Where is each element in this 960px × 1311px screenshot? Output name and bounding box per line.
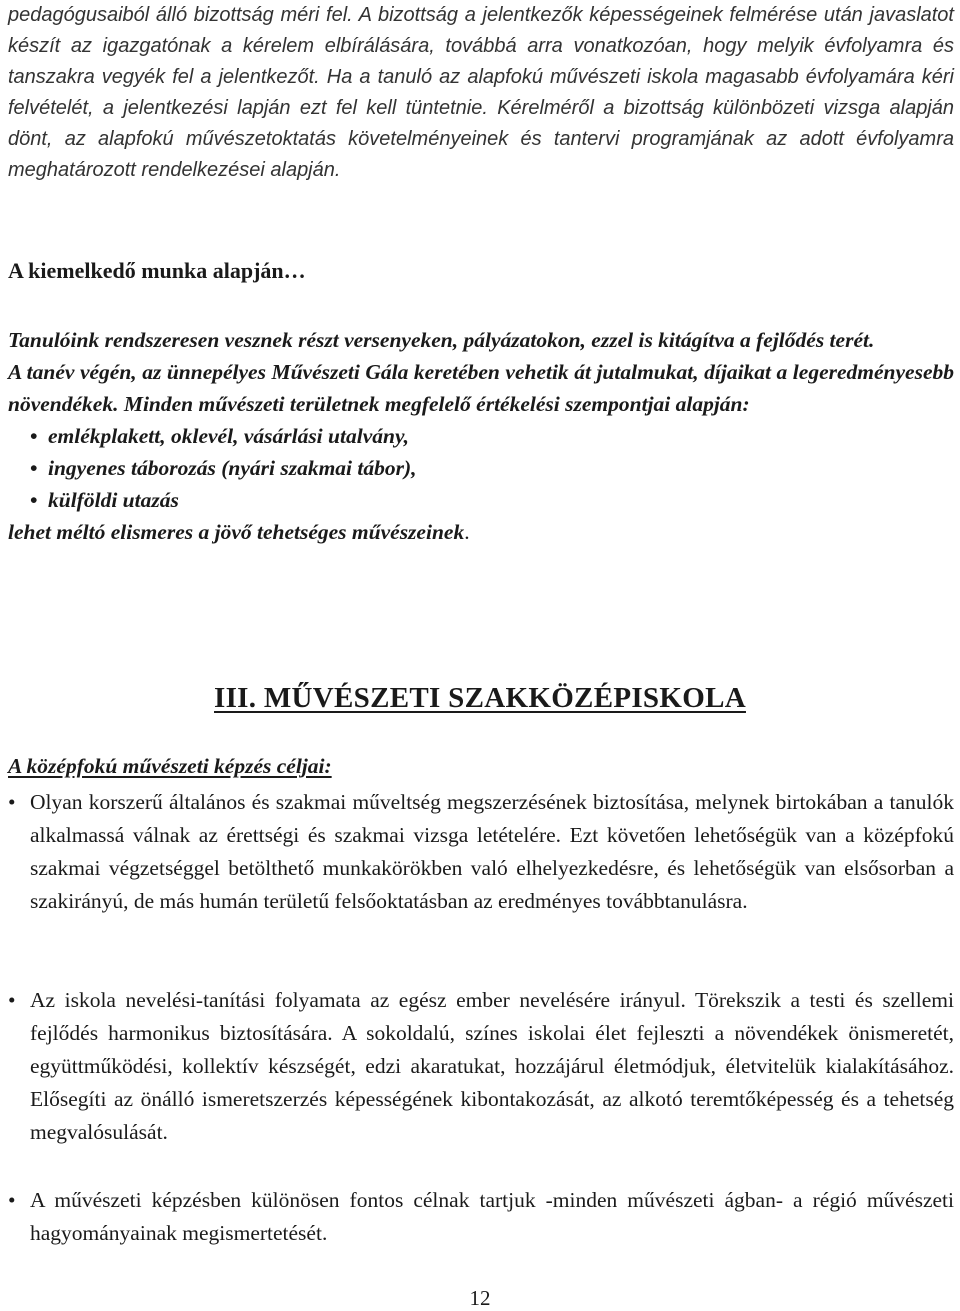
closing-text: lehet méltó elismeres a jövő tehetséges művészeinek — [8, 520, 465, 544]
section-subtitle-block — [8, 754, 954, 779]
outstanding-section — [8, 324, 954, 548]
goals-section — [8, 786, 954, 918]
list-item: • ingyenes táborozás (nyári szakmai tábor), — [30, 452, 954, 484]
goal-text: A művészeti képzésben különösen fontos célnak tartjuk -minden művészeti ágban- a régió művészeti hagyományainak megismertetését. — [30, 1188, 954, 1245]
intro-paragraph: pedagógusaiból álló bizottság méri fel. A bizottság a jelentkezők képességeinek felmérése után javaslatot készít az igazgatónak a kérelem elbírálására, továbbá arra vonatkozóan, hogy melyik évfolyamra és tanszakra vegyék fel a jelentkezőt. Ha a tanuló az alapfokú művészeti iskola magasabb évfolyamára kéri felvételét, a jelentkezési lapján ezt fel kell tüntetnie. Kérelméről a bizottság különbözeti vizsga alapján dönt, az alapfokú művészetoktatás követelményeinek és tantervi programjának az adott évfolyamra meghatározott rendelkezései alapján. — [8, 4, 954, 181]
section-title: III. MŰVÉSZETI SZAKKÖZÉPISKOLA — [214, 682, 746, 714]
goal-paragraph-3 — [8, 1184, 954, 1250]
closing-line — [8, 516, 954, 548]
list-item: • emlékplakett, oklevél, vásárlási utalvány, — [30, 420, 954, 452]
goal-text: Az iskola nevelési-tanítási folyamata az egész ember nevelésére irányul. Törekszik a testi és szellemi fejlődés harmonikus biztosítására. A sokoldalú, színes iskolai élet fejleszti a növendékek önismeretét, együttműködési, kollektív készségét, edzi akaratukat, hozzájárul életmódjuk, életvitelük kialakításához. Elősegíti az önálló ismeretszerzés képességének kibontakozását, az alkotó teremtőképesség és a tehetség megvalósulását. — [30, 988, 954, 1144]
rewards-list — [8, 420, 954, 516]
page-number: 12 — [469, 1286, 491, 1310]
bullet-dot: • — [8, 988, 16, 1012]
goal-paragraph-2 — [8, 984, 954, 1149]
goal-text: Olyan korszerű általános és szakmai műveltség megszerzésének biztosítása, melynek birtokában a tanulók alkalmassá válnak az érettségi és szakmai vizsga letételére. Ezt követően lehetőségük van a középfokú szakmai végzetséggel betölthető munkakörökben való elhelyezkedésre, és lehetőségük van elsősorban a szakirányú, de más humán területű felsőoktatásban az eredményes továbbtanulásra. — [30, 790, 954, 913]
section-subtitle: A középfokú művészeti képzés céljai: — [8, 754, 332, 778]
outstanding-paragraph-2: A tanév végén, az ünnepélyes Művészeti Gála keretében vehetik át jutalmukat, díjaikat a legeredményesebb növendékek. Minden művészeti területnek megfelelő értékelési szempontjai alapján: — [8, 360, 954, 416]
bullet-dot: • — [8, 790, 16, 814]
goals-section-2 — [8, 984, 954, 1149]
outstanding-heading: A kiemelkedő munka alapján… — [8, 258, 306, 283]
outstanding-heading-block — [8, 258, 954, 284]
bullet-dot: • — [8, 1188, 16, 1212]
list-item: • külföldi utazás — [30, 484, 954, 516]
closing-period: . — [464, 520, 470, 544]
intro-section — [8, 0, 954, 186]
goal-paragraph-1 — [8, 786, 954, 918]
outstanding-paragraph-1: Tanulóink rendszeresen vesznek részt versenyeken, pályázatokon, ezzel is kitágítva a fejlődés terét. — [8, 328, 875, 352]
goals-section-3 — [8, 1184, 954, 1250]
